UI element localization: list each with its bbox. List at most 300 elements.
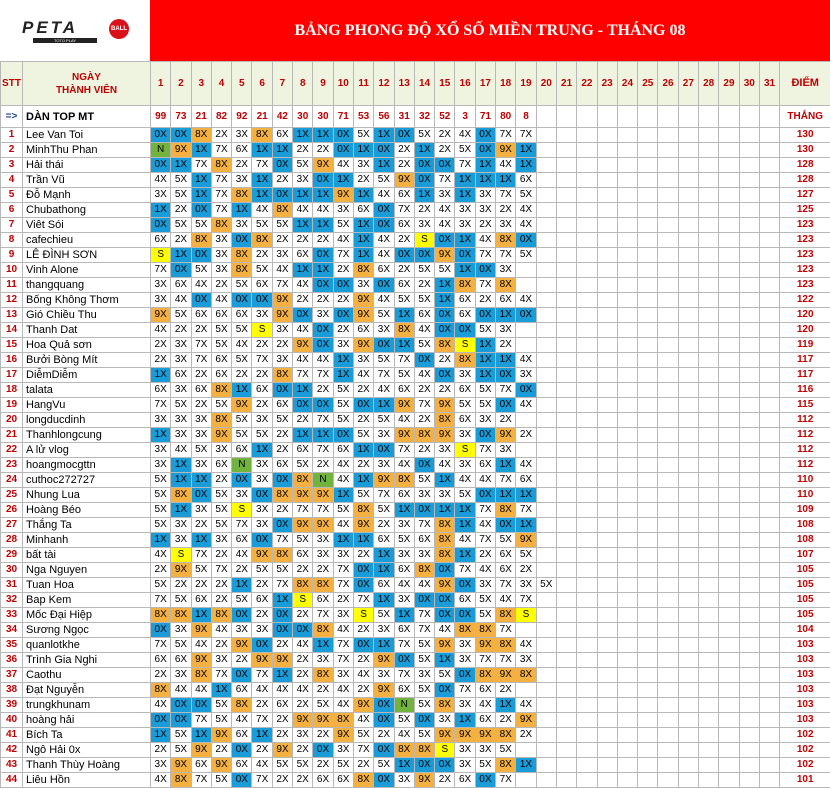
day-cell: 3X [171, 353, 191, 368]
day-cell: 1X [435, 653, 455, 668]
day-cell: 1X [394, 308, 414, 323]
member-row [1, 263, 830, 278]
day-cell [739, 293, 759, 308]
day-cell: S [232, 503, 252, 518]
day-cell [739, 668, 759, 683]
row-stt: 35 [1, 638, 23, 653]
top-row-value: 80 [496, 106, 516, 128]
day-cell: 1X [475, 158, 495, 173]
day-header: 22 [577, 62, 597, 106]
member-name: Bưởi Bòng Mít [23, 353, 151, 368]
day-cell: 0X [414, 173, 434, 188]
day-cell [638, 218, 658, 233]
day-cell [536, 323, 556, 338]
day-cell [759, 128, 779, 143]
day-cell: 9X [353, 518, 373, 533]
day-cell [658, 443, 678, 458]
day-cell: 6X [455, 308, 475, 323]
member-row [1, 248, 830, 263]
day-cell: 9X [414, 773, 434, 788]
row-stt: 28 [1, 533, 23, 548]
day-cell [638, 488, 658, 503]
day-cell: 5X [374, 413, 394, 428]
top-row-arrow: => [1, 106, 23, 128]
top-row-value: 42 [272, 106, 292, 128]
row-stt: 42 [1, 743, 23, 758]
day-cell: 6X [394, 383, 414, 398]
day-cell [759, 458, 779, 473]
day-cell: 0X [435, 233, 455, 248]
day-cell [617, 518, 637, 533]
day-cell: 2X [272, 443, 292, 458]
day-header: 27 [678, 62, 698, 106]
day-cell: 2X [353, 653, 373, 668]
day-cell [719, 728, 739, 743]
day-cell: 2X [394, 263, 414, 278]
day-cell: 3X [151, 293, 171, 308]
day-cell [759, 608, 779, 623]
day-cell [658, 518, 678, 533]
day-cell: 9X [333, 188, 353, 203]
day-cell: 9X [435, 638, 455, 653]
day-cell [536, 218, 556, 233]
day-cell: 1X [252, 443, 272, 458]
top-row-score: THẮNG [780, 106, 830, 128]
day-cell: 6X [211, 353, 231, 368]
day-cell [638, 353, 658, 368]
day-cell: 5X [496, 533, 516, 548]
day-cell: 0X [414, 248, 434, 263]
day-cell: 0X [435, 323, 455, 338]
day-cell [597, 383, 617, 398]
day-cell: 1X [293, 383, 313, 398]
day-cell [678, 743, 698, 758]
day-cell: 1X [394, 608, 414, 623]
day-cell [678, 608, 698, 623]
member-score: 103 [780, 698, 830, 713]
day-cell: 4X [313, 353, 333, 368]
day-cell: 9X [435, 398, 455, 413]
day-cell: 6X [252, 383, 272, 398]
day-cell: 5X [293, 158, 313, 173]
day-cell: 5X [374, 173, 394, 188]
day-cell: 2X [374, 728, 394, 743]
day-cell: 1X [455, 713, 475, 728]
day-cell: 7X [313, 413, 333, 428]
day-cell: 9X [211, 428, 231, 443]
day-cell [536, 758, 556, 773]
day-cell [739, 458, 759, 473]
day-cell: 9X [435, 248, 455, 263]
day-cell [638, 578, 658, 593]
day-cell: 3X [455, 698, 475, 713]
day-cell: 3X [171, 338, 191, 353]
day-cell: 1X [333, 173, 353, 188]
day-cell: 0X [232, 608, 252, 623]
day-cell: 0X [435, 608, 455, 623]
day-header: 11 [353, 62, 373, 106]
day-cell: 1X [171, 248, 191, 263]
day-cell: 2X [151, 563, 171, 578]
day-cell [699, 698, 719, 713]
day-cell: 1X [455, 503, 475, 518]
day-cell [638, 653, 658, 668]
day-cell: 1X [414, 143, 434, 158]
day-cell: 8X [455, 353, 475, 368]
day-cell: 1X [313, 218, 333, 233]
day-cell: 3X [394, 548, 414, 563]
day-cell [759, 563, 779, 578]
day-cell: 4X [394, 578, 414, 593]
day-cell: 3X [394, 518, 414, 533]
day-cell: 4X [435, 218, 455, 233]
day-cell [536, 428, 556, 443]
day-cell [597, 698, 617, 713]
day-cell: 7X [313, 608, 333, 623]
member-score: 108 [780, 518, 830, 533]
member-name: Đạt Nguyễn [23, 683, 151, 698]
day-cell [597, 533, 617, 548]
day-cell: 8X [435, 518, 455, 533]
day-cell: 2X [211, 638, 231, 653]
day-cell [617, 473, 637, 488]
day-cell: 7X [394, 638, 414, 653]
day-cell: 0X [455, 608, 475, 623]
day-cell: 9X [313, 158, 333, 173]
day-cell [759, 308, 779, 323]
day-header: 10 [333, 62, 353, 106]
day-cell [617, 638, 637, 653]
member-name: Mốc Đại Hiệp [23, 608, 151, 623]
day-cell [577, 488, 597, 503]
day-cell [536, 443, 556, 458]
day-cell [597, 758, 617, 773]
day-cell [678, 308, 698, 323]
day-cell [597, 563, 617, 578]
day-cell: 5X [252, 428, 272, 443]
day-cell: 7X [191, 713, 211, 728]
day-cell: 0X [455, 248, 475, 263]
day-cell: 1X [374, 638, 394, 653]
day-cell: 5X [232, 353, 252, 368]
day-cell: 5X [171, 638, 191, 653]
top-row-value: 71 [475, 106, 495, 128]
day-cell: 9X [232, 638, 252, 653]
day-cell [719, 338, 739, 353]
day-cell [556, 698, 576, 713]
day-cell: 7X [435, 173, 455, 188]
day-cell: 2X [171, 578, 191, 593]
day-cell: 1X [333, 533, 353, 548]
day-cell: 9X [353, 338, 373, 353]
day-cell: 3X [414, 548, 434, 563]
row-stt: 19 [1, 398, 23, 413]
row-stt: 17 [1, 368, 23, 383]
day-cell [699, 413, 719, 428]
day-cell [638, 188, 658, 203]
day-cell [678, 338, 698, 353]
member-name: LÊ ĐÌNH SƠN [23, 248, 151, 263]
day-cell: 8X [232, 188, 252, 203]
day-cell: 2X [293, 143, 313, 158]
day-cell: 5X [191, 263, 211, 278]
day-cell: 3X [272, 323, 292, 338]
day-cell [516, 773, 536, 788]
day-cell: 1X [252, 188, 272, 203]
day-cell: 4X [151, 548, 171, 563]
day-cell: 2X [252, 743, 272, 758]
day-cell: 6X [374, 533, 394, 548]
day-cell: 3X [191, 413, 211, 428]
day-cell: 2X [475, 293, 495, 308]
day-cell [759, 203, 779, 218]
day-cell: 7X [516, 128, 536, 143]
day-cell: 9X [252, 548, 272, 563]
member-name: Vinh Alone [23, 263, 151, 278]
day-cell [638, 413, 658, 428]
day-cell: N [151, 143, 171, 158]
day-cell: 8X [252, 233, 272, 248]
day-cell [516, 443, 536, 458]
day-cell [759, 353, 779, 368]
day-cell: 1X [151, 533, 171, 548]
day-cell: 2X [435, 128, 455, 143]
day-cell: 1X [252, 728, 272, 743]
day-header: 7 [272, 62, 292, 106]
day-cell: 2X [293, 743, 313, 758]
day-cell: 6X [313, 593, 333, 608]
day-cell [597, 608, 617, 623]
day-cell: 1X [151, 203, 171, 218]
day-cell [719, 473, 739, 488]
day-cell [719, 428, 739, 443]
day-cell [577, 758, 597, 773]
day-cell: 2X [151, 338, 171, 353]
day-cell: 0X [516, 233, 536, 248]
day-cell: 8X [293, 578, 313, 593]
day-cell [759, 743, 779, 758]
day-cell: 4X [232, 548, 252, 563]
day-cell [556, 338, 576, 353]
day-cell [536, 548, 556, 563]
page-banner [0, 0, 830, 61]
day-header: 4 [211, 62, 231, 106]
day-cell: 0X [252, 533, 272, 548]
day-cell [556, 653, 576, 668]
day-cell: 2X [191, 518, 211, 533]
day-cell: 1X [293, 188, 313, 203]
day-cell [658, 233, 678, 248]
day-cell: 9X [333, 728, 353, 743]
day-cell: 2X [496, 203, 516, 218]
day-cell [516, 338, 536, 353]
day-header: 23 [597, 62, 617, 106]
day-cell [739, 443, 759, 458]
day-cell: 2X [353, 458, 373, 473]
day-cell: 4X [435, 623, 455, 638]
day-cell: 0X [475, 143, 495, 158]
day-cell [617, 743, 637, 758]
day-cell: 2X [272, 173, 292, 188]
day-cell: 2X [151, 353, 171, 368]
col-header-member [23, 62, 151, 106]
day-cell [556, 203, 576, 218]
day-cell [678, 413, 698, 428]
day-cell: 2X [232, 158, 252, 173]
day-cell [556, 503, 576, 518]
day-cell: 3X [496, 218, 516, 233]
day-cell [699, 143, 719, 158]
day-cell [597, 323, 617, 338]
day-cell [678, 188, 698, 203]
member-score: 123 [780, 218, 830, 233]
day-cell: 6X [394, 683, 414, 698]
day-cell [577, 773, 597, 788]
row-stt: 21 [1, 428, 23, 443]
day-cell: 7X [313, 443, 333, 458]
day-cell [597, 593, 617, 608]
day-cell: 8X [435, 413, 455, 428]
day-cell: 0X [171, 698, 191, 713]
day-cell: 3X [313, 548, 333, 563]
day-cell [678, 473, 698, 488]
day-cell: 2X [272, 638, 292, 653]
day-cell [658, 158, 678, 173]
day-cell: 2X [293, 563, 313, 578]
day-cell: 7X [151, 593, 171, 608]
day-cell [678, 563, 698, 578]
day-cell [617, 143, 637, 158]
day-cell [678, 458, 698, 473]
day-cell: 2X [171, 323, 191, 338]
day-cell [759, 713, 779, 728]
day-cell: 2X [313, 683, 333, 698]
day-header: 12 [374, 62, 394, 106]
member-score: 123 [780, 278, 830, 293]
day-cell [556, 608, 576, 623]
day-cell: 3X [435, 443, 455, 458]
day-cell: 4X [151, 173, 171, 188]
day-cell: 5X [414, 728, 434, 743]
day-cell: 8X [232, 698, 252, 713]
day-cell [536, 743, 556, 758]
day-cell [638, 623, 658, 638]
day-cell [638, 593, 658, 608]
day-cell: 1X [435, 473, 455, 488]
day-cell: 7X [455, 683, 475, 698]
day-cell: 5X [414, 653, 434, 668]
day-cell [719, 413, 739, 428]
day-cell: 3X [435, 713, 455, 728]
day-cell: S [414, 233, 434, 248]
day-cell: 7X [414, 623, 434, 638]
member-row [1, 368, 830, 383]
day-cell [678, 428, 698, 443]
member-row [1, 398, 830, 413]
day-cell: 4X [252, 683, 272, 698]
member-name: Tuan Hoa [23, 578, 151, 593]
member-score: 102 [780, 758, 830, 773]
day-cell [617, 773, 637, 788]
row-stt: 16 [1, 353, 23, 368]
day-cell [577, 248, 597, 263]
member-score: 117 [780, 353, 830, 368]
day-cell: 5X [475, 593, 495, 608]
day-cell [516, 683, 536, 698]
day-cell [719, 758, 739, 773]
day-cell [699, 233, 719, 248]
member-name: Lee Van Toi [23, 128, 151, 143]
member-row [1, 383, 830, 398]
day-cell: 3X [333, 668, 353, 683]
member-name: Nhung Lua [23, 488, 151, 503]
day-cell: 3X [455, 653, 475, 668]
day-cell: 2X [151, 668, 171, 683]
day-cell: 7X [353, 743, 373, 758]
day-cell: 5X [414, 128, 434, 143]
day-cell: 0X [252, 293, 272, 308]
day-cell [638, 638, 658, 653]
row-stt: 18 [1, 383, 23, 398]
day-cell: 2X [333, 263, 353, 278]
day-cell [556, 428, 576, 443]
day-cell: 3X [374, 668, 394, 683]
member-score: 130 [780, 128, 830, 143]
day-cell [658, 398, 678, 413]
day-cell: 4X [475, 698, 495, 713]
day-cell: 9X [272, 308, 292, 323]
day-cell [739, 323, 759, 338]
day-cell [577, 698, 597, 713]
day-cell: 5X [211, 488, 231, 503]
day-cell: 7X [496, 773, 516, 788]
day-cell: S [455, 338, 475, 353]
day-cell [536, 143, 556, 158]
day-cell: 5X [211, 398, 231, 413]
day-cell [638, 608, 658, 623]
day-cell: 9X [293, 518, 313, 533]
day-cell: 4X [455, 533, 475, 548]
day-cell [638, 278, 658, 293]
day-cell: 1X [394, 338, 414, 353]
day-cell [577, 188, 597, 203]
day-cell [617, 158, 637, 173]
member-name: Bích Ta [23, 728, 151, 743]
row-stt: 4 [1, 173, 23, 188]
day-cell [516, 413, 536, 428]
member-name: DiễmDiễm [23, 368, 151, 383]
day-cell: 0X [374, 698, 394, 713]
member-row [1, 218, 830, 233]
top-row-value [658, 106, 678, 128]
day-cell [759, 623, 779, 638]
day-header: 24 [617, 62, 637, 106]
day-cell [699, 593, 719, 608]
day-cell: 6X [293, 548, 313, 563]
day-cell: 0X [435, 593, 455, 608]
day-cell: 4X [333, 683, 353, 698]
day-cell: 7X [394, 353, 414, 368]
day-cell: 3X [455, 743, 475, 758]
day-cell [617, 758, 637, 773]
member-score: 123 [780, 248, 830, 263]
day-cell: 2X [191, 398, 211, 413]
day-cell: 7X [211, 188, 231, 203]
member-row [1, 278, 830, 293]
day-cell: S [171, 548, 191, 563]
day-cell [617, 488, 637, 503]
member-score: 123 [780, 263, 830, 278]
